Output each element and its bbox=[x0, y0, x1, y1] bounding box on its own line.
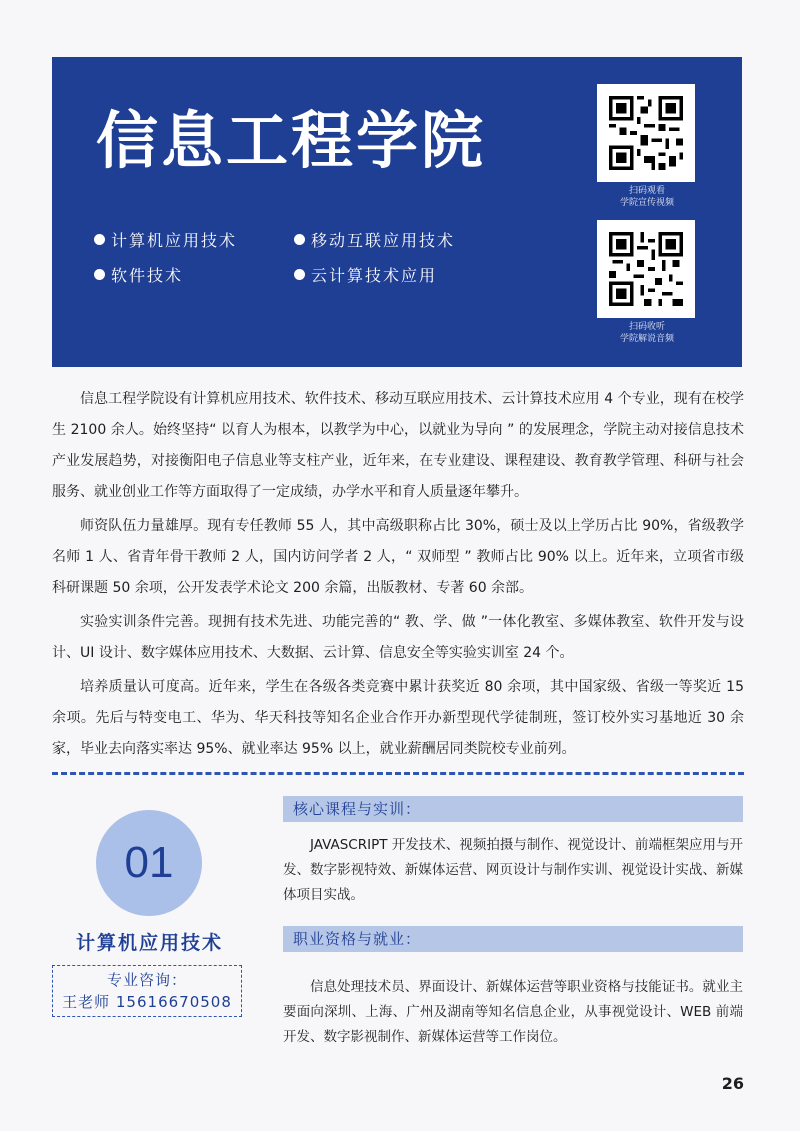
career-body bbox=[283, 975, 743, 1050]
qr-caption bbox=[597, 185, 697, 209]
consult-box bbox=[52, 965, 242, 1017]
career-text: 信息处理技术员、界面设计、新媒体运营等职业资格与技能证书。就业主要面向深圳、上海、广州及湖南等知名信息企业，从事视觉设计、WEB 前端开发、数字影视制作、新媒体运营等工作岗位。 bbox=[283, 979, 743, 1045]
college-title: 信息工程学院 bbox=[96, 104, 487, 177]
qr-caption-line: 学院宣传视频 bbox=[619, 198, 674, 208]
consult-label: 专业咨询： bbox=[106, 971, 187, 989]
intro-paragraph: 实验实训条件完善。现拥有技术先进、功能完善的“ 教、学、做 ”一体化教室、多媒体教室、软件开发与设计、UI 设计、数字媒体应用技术、大数据、云计算、信息安全等实验实训室 24 个。 bbox=[52, 614, 744, 661]
major-name: 计算机应用技术 bbox=[75, 932, 223, 954]
major-item bbox=[94, 229, 237, 253]
major-label: 计算机应用技术 bbox=[111, 231, 238, 250]
qr-caption-line: 扫码观看 bbox=[628, 186, 665, 196]
qr-video[interactable] bbox=[597, 84, 697, 209]
bullet-icon bbox=[294, 269, 305, 280]
major-item bbox=[294, 229, 455, 253]
qr-caption-line: 学院解说音频 bbox=[619, 334, 674, 344]
qr-caption-line: 扫码收听 bbox=[628, 322, 665, 332]
major-number-badge bbox=[96, 810, 202, 916]
intro-paragraph: 师资队伍力量雄厚。现有专任教师 55 人，其中高级职称占比 30%，硕士及以上学历占比 90%，省级教学名师 1 人、省青年骨干教师 2 人，国内访问学者 2 人，“ 双师型 ” 教师占比 90% 以上。近年来，立项省市级科研课题 50 余项，公开发表学术论文 200 余篇，出版教材、专著 60 余部。 bbox=[52, 518, 744, 596]
bullet-icon bbox=[294, 234, 305, 245]
intro-text bbox=[52, 384, 744, 768]
courses-text: JAVASCRIPT 开发技术、视频拍摄与制作、视觉设计、前端框架应用与开发、数字影视特效、新媒体运营、网页设计与制作实训、视觉设计实战、新媒体项目实战。 bbox=[283, 837, 743, 903]
bullet-icon bbox=[94, 234, 105, 245]
major-label: 云计算技术应用 bbox=[311, 266, 438, 285]
major-label: 移动互联应用技术 bbox=[311, 231, 456, 250]
bullet-icon bbox=[94, 269, 105, 280]
courses-body bbox=[283, 833, 743, 908]
qr-caption bbox=[597, 321, 697, 345]
major-item bbox=[294, 264, 437, 288]
courses-heading: 核心课程与实训： bbox=[283, 796, 743, 822]
major-number: 01 bbox=[124, 838, 174, 887]
major-label: 软件技术 bbox=[111, 266, 184, 285]
page-number: 26 bbox=[721, 1074, 744, 1093]
intro-paragraph: 培养质量认可度高。近年来，学生在各级各类竞赛中累计获奖近 80 余项，其中国家级、省级一等奖近 15 余项。先后与特变电工、华为、华天科技等知名企业合作开办新型现代学徒制班，签订校外实习基地近 30 余家，毕业去向落实率达 95%、就业率达 95% 以上，就业薪酬居同类院校专业前列。 bbox=[52, 679, 744, 757]
qr-code-icon[interactable] bbox=[597, 84, 695, 182]
header-banner bbox=[52, 57, 742, 367]
qr-audio[interactable] bbox=[597, 220, 697, 345]
consult-contact: 王老师 15616670508 bbox=[62, 993, 232, 1011]
intro-paragraph: 信息工程学院设有计算机应用技术、软件技术、移动互联应用技术、云计算技术应用 4 个专业，现有在校学生 2100 余人。始终坚持“ 以育人为根本，以教学为中心，以就业为导向 ” 的发展理念，学院主动对接信息技术产业发展趋势，对接衡阳电子信息业等支柱产业，近年来，在专业建设、课程建设、教育教学管理、科研与社会服务、就业创业工作等方面取得了一定成绩，办学水平和育人质量逐年攀升。 bbox=[52, 391, 744, 500]
section-divider bbox=[52, 772, 744, 775]
major-item bbox=[94, 264, 183, 288]
qr-code-icon[interactable] bbox=[597, 220, 695, 318]
career-heading: 职业资格与就业： bbox=[283, 926, 743, 952]
major-list bbox=[94, 229, 494, 309]
